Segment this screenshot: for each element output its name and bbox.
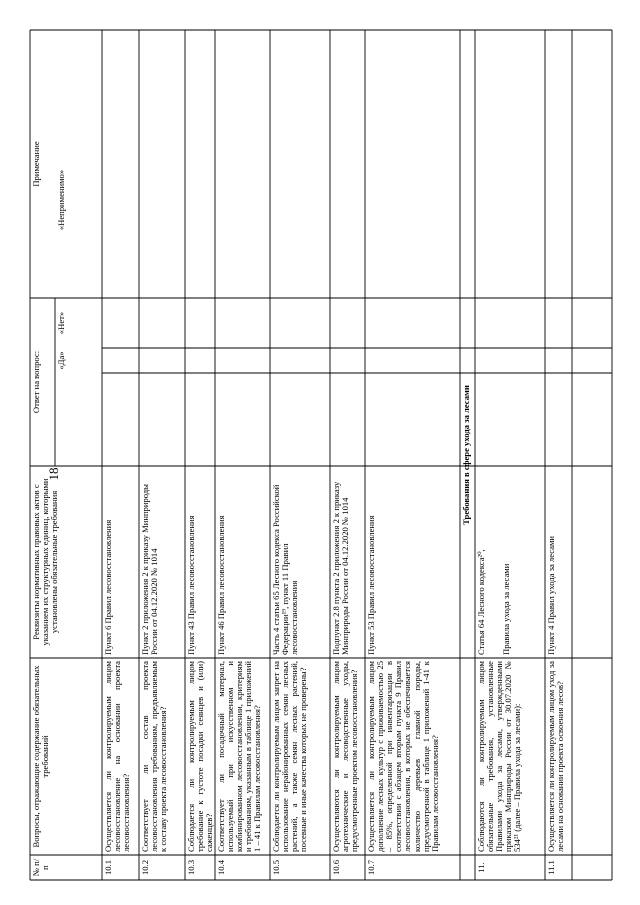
header-no: «Нет»: [56, 311, 66, 335]
header-yes: «Да»: [56, 351, 66, 370]
row-acts: Пункт 4 Правил ухода за лесами: [546, 535, 556, 655]
page-number: 18: [46, 467, 61, 481]
row-question: Осуществляется ли контролируемым лицом уход за лесами на основании проекта освоения лесов?: [546, 661, 566, 852]
row-num: 10.6: [331, 859, 341, 876]
header-na: «Неприменимо»: [56, 169, 66, 231]
row-acts: Часть 4 статьи 65 Лесного кодекса Российской Федерации¹⁹, пункт 11 Правил лесовосстановления: [271, 484, 300, 655]
row-question: Осуществляется ли контролируемым лицом лесовосстановление на основании проекта лесовосстановления?: [103, 661, 132, 852]
header-question: Вопросы, отражающие содержание обязательных требований: [31, 665, 51, 848]
row-acts: Пункт 6 Правил лесовосстановления: [103, 519, 113, 655]
row-acts: Статья 64 Лесного кодекса²⁰,: [476, 549, 486, 655]
row-acts: Пункт 46 Правил лесовосстановления: [216, 515, 226, 655]
row-question: Соблюдается ли контролируемым лицом запрет на использование нерайонированных семян лесных растений, а также семян лесных растений, посевные и иные качества которых не проверены?: [271, 661, 309, 852]
row-question: Соблюдаются ли контролируемым лицом обязательные требования, установленные Правилами ухода за лесами, утвержденными приказом Минприроды России от 30.07.2020 № 534²¹ (далее – Правила ухода за лесами):: [476, 661, 523, 852]
row-question: Соответствует ли посадочный материал, используемый при искусственном и комбинированном лесовосстановлении, критериям и требованиям, указанным в таблице 1 приложений 1 – 41 к Правилам лесовосстановления?: [216, 661, 263, 852]
row-question: Соблюдается ли контролируемым лицом требование к густоте посадки сеянцев и (или) саженцев?: [186, 661, 215, 852]
row-acts: Пункт 53 Правил лесовосстановления: [366, 515, 376, 655]
header-answer-group: Ответ на вопрос:: [31, 350, 41, 414]
row-num: 10.5: [271, 859, 281, 876]
header-acts: Реквизиты нормативных правовых актов с указанием их структурных единиц, которыми установлены обязательные требования: [31, 478, 60, 646]
row-num: 10.2: [140, 859, 150, 876]
row-num: 10.1: [103, 859, 113, 876]
row-question: Соответствует ли состав проекта лесовосстановления требованиям, предъявляемым к составу проекта лесовосстановления?: [140, 661, 169, 852]
row-acts: Подпункт 2.8 пункта 2 приложения 2 к приказу Минприроды России от 04.12.2020 № 1014: [331, 481, 351, 655]
row-acts: Пункт 43 Правил лесовосстановления: [186, 515, 196, 655]
row-question: Осуществляется ли контролируемым лицом дополнение лесных культур с приживаемостью 25 – 85%, определенной при инвентаризации в соответствии с абзацем вторым пункта 9 Правил лесовосстановления, в которых не обеспечивается количество деревьев главной породы, предусмотренной в таблице 1 приложений 1-41 к Правилам лесовосстановления?: [366, 661, 440, 852]
row-num: 10.4: [216, 859, 226, 876]
row-num: 11.: [476, 862, 486, 873]
row-num: 11.1: [546, 860, 556, 875]
header-num: № п/п: [31, 858, 51, 877]
section-title: Требования в сфере ухода за лесами: [461, 385, 471, 525]
row-question: Осуществляются ли контролируемым лицом агротехнические и лесоводственные уходы, предусмотренные проектом лесовосстановления?: [331, 661, 360, 852]
row-num: 10.3: [186, 859, 196, 876]
header-note: Примечание: [31, 141, 41, 187]
row-num: 10.7: [366, 859, 376, 876]
row-acts: Правила ухода за лесами: [501, 563, 511, 655]
row-acts: Пункт 2 приложения 2 к приказу Минприроды России от 04.12.2020 № 1014: [140, 484, 160, 655]
